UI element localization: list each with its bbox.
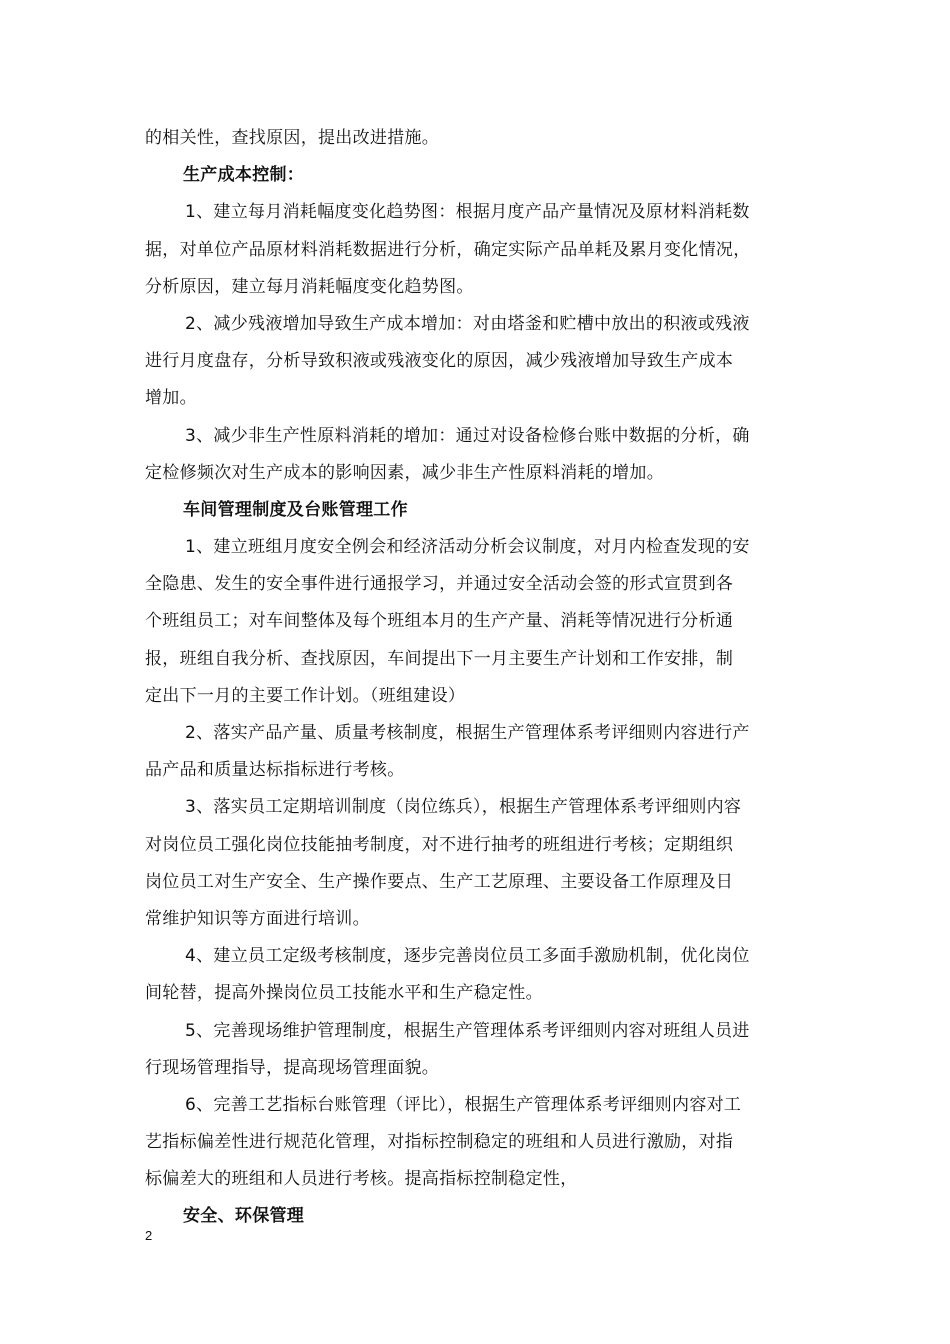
text-line: 全隐患、发生的安全事件进行通报学习，并通过安全活动会签的形式宣贯到各: [145, 574, 734, 595]
section-heading-cost-control: 生产成本控制：: [183, 165, 305, 186]
section-heading-safety-environment: 安全、环保管理: [183, 1206, 305, 1227]
text-line: 行现场管理指导，提高现场管理面貌。: [145, 1057, 440, 1078]
text-line: 的相关性，查找原因，提出改进措施。: [145, 128, 440, 148]
text-line: 分析原因，建立每月消耗幅度变化趋势图。: [145, 276, 474, 297]
text-line: 岗位员工对生产安全、生产操作要点、生产工艺原理、主要设备工作原理及日: [145, 871, 734, 892]
text-line: 2、减少残液增加导致生产成本增加：对由塔釜和贮槽中放出的积液或残液: [185, 313, 750, 334]
text-line: 进行月度盘存，分析导致积液或残液变化的原因，减少残液增加导致生产成本: [145, 351, 734, 372]
text-line: 定出下一月的主要工作计划。（班组建设）: [145, 685, 466, 706]
text-line: 标偏差大的班组和人员进行考核。提高指标控制稳定性，: [145, 1169, 578, 1190]
text-line: 个班组员工；对车间整体及每个班组本月的生产产量、消耗等情况进行分析通: [145, 611, 734, 632]
text-line: 据，对单位产品原材料消耗数据进行分析，确定实际产品单耗及累月变化情况，: [145, 239, 751, 260]
text-line: 艺指标偏差性进行规范化管理，对指标控制稳定的班组和人员进行激励，对指: [145, 1132, 734, 1153]
text-line: 3、减少非生产性原料消耗的增加：通过对设备检修台账中数据的分析，确: [185, 425, 750, 446]
text-line: 5、完善现场维护管理制度，根据生产管理体系考评细则内容对班组人员进: [185, 1020, 750, 1041]
text-line: 1、建立每月消耗幅度变化趋势图：根据月度产品产量情况及原材料消耗数: [185, 202, 750, 223]
section-heading-workshop-management: 车间管理制度及台账管理工作: [183, 499, 408, 520]
text-line: 增加。: [145, 388, 197, 409]
text-line: 对岗位员工强化岗位技能抽考制度，对不进行抽考的班组进行考核；定期组织: [145, 834, 734, 855]
text-line: 间轮替，提高外操岗位员工技能水平和生产稳定性。: [145, 983, 543, 1004]
text-line: 报，班组自我分析、查找原因，车间提出下一月主要生产计划和工作安排，制: [145, 648, 734, 669]
text-line: 品产品和质量达标指标进行考核。: [145, 760, 405, 781]
text-line: 定检修频次对生产成本的影响因素，减少非生产性原料消耗的增加。: [145, 462, 664, 483]
text-line: 常维护知识等方面进行培训。: [145, 908, 370, 929]
text-line: 6、完善工艺指标台账管理（评比），根据生产管理体系考评细则内容对工: [185, 1094, 742, 1115]
text-line: 1、建立班组月度安全例会和经济活动分析会议制度，对月内检查发现的安: [185, 537, 750, 558]
text-line: 4、建立员工定级考核制度，逐步完善岗位员工多面手激励机制，优化岗位: [185, 946, 750, 967]
text-line: 2、落实产品产量、质量考核制度，根据生产管理体系考评细则内容进行产: [185, 723, 750, 743]
page-number: 2: [145, 1228, 153, 1243]
text-line: 3、落实员工定期培训制度（岗位练兵），根据生产管理体系考评细则内容: [185, 797, 742, 818]
document-page: [145, 120, 813, 1236]
